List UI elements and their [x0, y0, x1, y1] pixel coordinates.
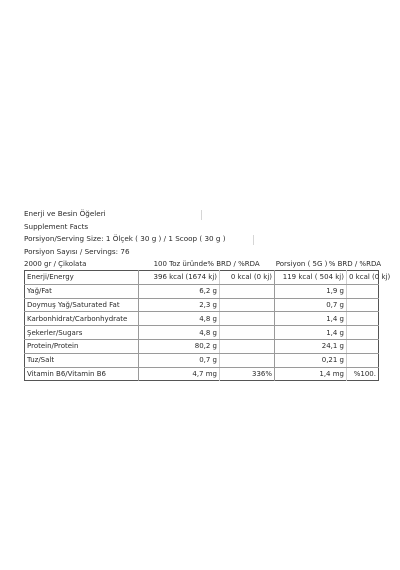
- nutrient-name: Yağ/Fat: [25, 284, 139, 298]
- servings-count: [24, 246, 381, 259]
- cell-gridline: [201, 210, 202, 220]
- value-per-serving: 0,21 g: [275, 353, 347, 367]
- value-per-serving: 24,1 g: [275, 339, 347, 353]
- value-per100: 4,8 g: [139, 312, 220, 326]
- col-per100: 100 Toz üründe: [153, 260, 208, 268]
- nutrient-name: Protein/Protein: [25, 339, 139, 353]
- nutrient-name: Vitamin B6/Vitamin B6: [25, 367, 139, 381]
- rda-per-serving: [347, 339, 379, 353]
- col-product: 2000 gr / Çikolata: [24, 260, 87, 268]
- serving-size-text: Porsiyon/Serving Size: 1 Ölçek ( 30 g ) / 1 Scoop ( 30 g ): [24, 234, 226, 243]
- table-row: [25, 271, 379, 285]
- doc-subtitle: [24, 221, 381, 234]
- rda-per100: [220, 326, 275, 340]
- doc-title: [24, 208, 381, 221]
- rda-per-serving: %100.: [353, 369, 376, 378]
- value-per100: 396 kcal (1674 kj): [139, 271, 220, 285]
- nutrient-name: Şekerler/Sugars: [25, 326, 139, 340]
- value-per100: 2,3 g: [139, 298, 220, 312]
- servings-count-text: Porsiyon Sayısı / Servings: 76: [24, 246, 130, 256]
- value-per-serving: 1,4 g: [275, 312, 347, 326]
- rda-per100: 336%: [220, 367, 275, 381]
- rda-per-serving: [347, 298, 379, 312]
- column-headers: [24, 258, 381, 270]
- rda-per100: 0 kcal (0 kj): [220, 271, 275, 285]
- value-per100: 80,2 g: [139, 339, 220, 353]
- cell-gridline: [253, 235, 254, 245]
- value-per100: 0,7 g: [139, 353, 220, 367]
- rda-per100: [220, 284, 275, 298]
- rda-per100: [220, 353, 275, 367]
- col-per-serving: Porsiyon ( 5G ): [275, 260, 328, 268]
- nutrient-name: Tuz/Salt: [25, 353, 139, 367]
- table-row: [25, 353, 379, 367]
- value-per100: 4,8 g: [139, 326, 220, 340]
- nutrient-name: Karbonhidrat/Carbonhydrate: [25, 312, 139, 326]
- rda-per-serving: [347, 312, 379, 326]
- nutrition-table-body: [25, 271, 391, 381]
- value-per-serving: 0,7 g: [275, 298, 347, 312]
- table-row: [25, 326, 379, 340]
- col-rda-serving: % BRD / %RDA: [328, 260, 381, 268]
- value-per100: 4,7 mg: [139, 367, 220, 381]
- rda-per-serving: [347, 284, 379, 298]
- value-per-serving: 1,4 mg: [275, 367, 347, 381]
- value-per-serving: 119 kcal ( 504 kj): [275, 271, 347, 285]
- serving-size: [24, 233, 381, 246]
- rda-per100: [220, 339, 275, 353]
- rda-per-serving: 0 kcal (0 kj): [347, 271, 379, 285]
- nutrient-name: Enerji/Energy: [25, 271, 139, 285]
- rda-per-serving: [347, 353, 379, 367]
- table-row: [25, 367, 379, 381]
- table-row: [25, 298, 379, 312]
- rda-per100: [220, 298, 275, 312]
- nutrient-name: Doymuş Yağ/Saturated Fat: [25, 298, 139, 312]
- rda-per-serving: [347, 326, 379, 340]
- value-per100: 6,2 g: [139, 284, 220, 298]
- nutrition-document: [24, 208, 391, 381]
- doc-title-text: Enerji ve Besin Öğeleri: [24, 209, 106, 218]
- table-row: [25, 312, 379, 326]
- table-row: [25, 284, 379, 298]
- nutrition-table: [24, 270, 391, 381]
- col-rda100: % BRD / %RDA: [207, 260, 260, 268]
- table-row: [25, 339, 379, 353]
- doc-subtitle-text: Supplement Facts: [24, 221, 89, 231]
- value-per-serving: 1,4 g: [275, 326, 347, 340]
- value-per-serving: 1,9 g: [275, 284, 347, 298]
- rda-per100: [220, 312, 275, 326]
